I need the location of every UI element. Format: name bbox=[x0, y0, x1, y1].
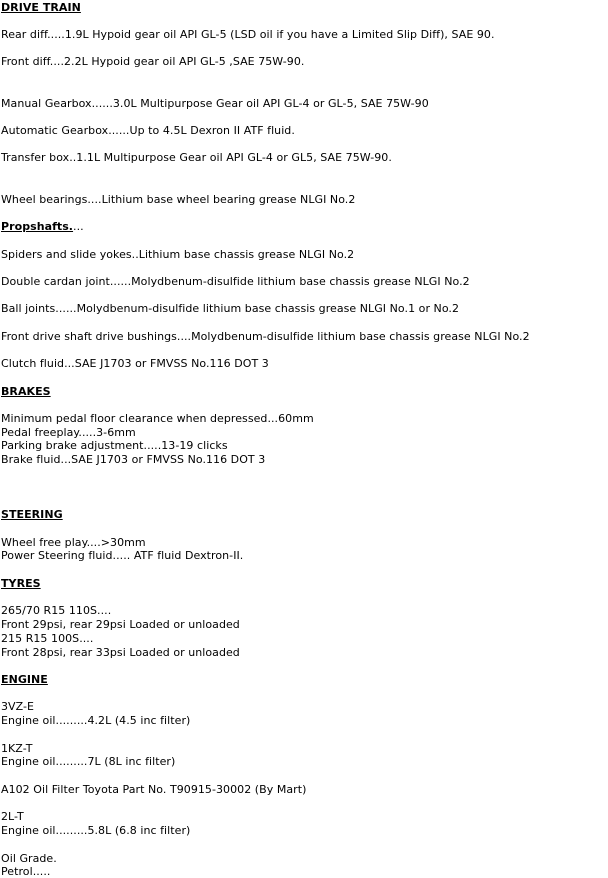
wheel-bearings-spec: Wheel bearings....Lithium base wheel bearing grease NLGI No.2 bbox=[1, 193, 356, 206]
steering-heading: STEERING bbox=[1, 508, 63, 521]
brakes-line: Pedal freeplay.....3-6mm bbox=[1, 426, 136, 439]
propshafts-heading-suffix: ... bbox=[73, 220, 84, 233]
propshafts-heading-line bbox=[1, 220, 84, 233]
propshafts-heading: Propshafts. bbox=[1, 220, 74, 233]
spiders-spec: Spiders and slide yokes..Lithium base chassis grease NLGI No.2 bbox=[1, 248, 355, 261]
transfer-box-spec: Transfer box..1.1L Multipurpose Gear oil API GL-4 or GL5, SAE 75W-90. bbox=[1, 151, 392, 164]
engine-line: Engine oil.........4.2L (4.5 inc filter) bbox=[1, 714, 191, 727]
brakes-heading: BRAKES bbox=[1, 385, 51, 398]
engine-line: 1KZ-T bbox=[1, 742, 33, 755]
clutch-fluid-spec: Clutch fluid...SAE J1703 or FMVSS No.116 DOT 3 bbox=[1, 357, 269, 370]
brakes-line: Minimum pedal floor clearance when depressed...60mm bbox=[1, 412, 314, 425]
steering-line: Power Steering fluid..... ATF fluid Dextron-II. bbox=[1, 549, 244, 562]
tyres-line: Front 28psi, rear 33psi Loaded or unloaded bbox=[1, 646, 240, 659]
tyres-line: 215 R15 100S.... bbox=[1, 632, 94, 645]
brakes-line: Brake fluid...SAE J1703 or FMVSS No.116 DOT 3 bbox=[1, 453, 266, 466]
engine-line: Petrol..... bbox=[1, 865, 51, 878]
steering-line: Wheel free play....>30mm bbox=[1, 536, 146, 549]
automatic-gearbox-spec: Automatic Gearbox......Up to 4.5L Dexron II ATF fluid. bbox=[1, 124, 295, 137]
double-cardan-spec: Double cardan joint......Molydbenum-disulfide lithium base chassis grease NLGI No.2 bbox=[1, 275, 470, 288]
drive-train-heading: DRIVE TRAIN bbox=[1, 1, 81, 14]
engine-line: Engine oil.........7L (8L inc filter) bbox=[1, 755, 176, 768]
tyres-heading: TYRES bbox=[1, 577, 41, 590]
engine-line: Oil Grade. bbox=[1, 852, 57, 865]
engine-line: Engine oil.........5.8L (6.8 inc filter) bbox=[1, 824, 191, 837]
front-diff-spec: Front diff....2.2L Hypoid gear oil API GL-5 ,SAE 75W-90. bbox=[1, 55, 305, 68]
brakes-line: Parking brake adjustment.....13-19 clicks bbox=[1, 439, 228, 452]
tyres-line: 265/70 R15 110S.... bbox=[1, 604, 112, 617]
engine-line: 2L-T bbox=[1, 810, 24, 823]
front-drive-shaft-spec: Front drive shaft drive bushings....Molydbenum-disulfide lithium base chassis grease NLGI No.2 bbox=[1, 330, 530, 343]
engine-heading: ENGINE bbox=[1, 673, 48, 686]
engine-line: 3VZ-E bbox=[1, 700, 35, 713]
manual-gearbox-spec: Manual Gearbox......3.0L Multipurpose Gear oil API GL-4 or GL-5, SAE 75W-90 bbox=[1, 97, 429, 110]
tyres-line: Front 29psi, rear 29psi Loaded or unloaded bbox=[1, 618, 240, 631]
rear-diff-spec: Rear diff.....1.9L Hypoid gear oil API GL-5 (LSD oil if you have a Limited Slip Diff), SAE 90. bbox=[1, 28, 495, 41]
ball-joints-spec: Ball joints......Molydbenum-disulfide lithium base chassis grease NLGI No.1 or No.2 bbox=[1, 302, 460, 315]
engine-line: A102 Oil Filter Toyota Part No. T90915-30002 (By Mart) bbox=[1, 783, 307, 796]
